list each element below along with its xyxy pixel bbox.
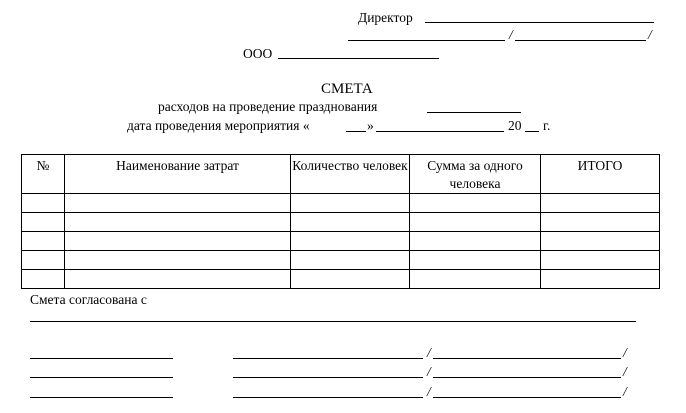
table-row bbox=[22, 194, 660, 213]
table-cell[interactable] bbox=[410, 232, 541, 251]
signature-slash-end: / bbox=[623, 345, 627, 360]
signature-decoding-field[interactable] bbox=[433, 397, 621, 398]
signature-field[interactable] bbox=[233, 358, 423, 359]
director-slash: / bbox=[509, 27, 513, 42]
signature-position-field[interactable] bbox=[30, 377, 173, 378]
table-cell[interactable] bbox=[410, 270, 541, 289]
table-cell[interactable] bbox=[22, 213, 65, 232]
table-cell[interactable] bbox=[410, 213, 541, 232]
signature-position-field[interactable] bbox=[30, 358, 173, 359]
col-total-header: ИТОГО bbox=[541, 155, 660, 194]
table-cell[interactable] bbox=[541, 232, 660, 251]
table-cell[interactable] bbox=[291, 213, 410, 232]
table-cell[interactable] bbox=[541, 194, 660, 213]
signature-field[interactable] bbox=[233, 377, 423, 378]
agreed-with-field[interactable] bbox=[30, 321, 636, 322]
signature-slash-end: / bbox=[623, 364, 627, 379]
signature-slash: / bbox=[427, 364, 431, 379]
table-row bbox=[22, 213, 660, 232]
year-prefix: 20 bbox=[508, 118, 522, 133]
table-cell[interactable] bbox=[410, 251, 541, 270]
col-people-count-header: Количество человек bbox=[291, 155, 410, 194]
table-cell[interactable] bbox=[291, 194, 410, 213]
director-signature-field[interactable] bbox=[348, 40, 505, 41]
col-number-header: № bbox=[22, 155, 65, 194]
table-cell[interactable] bbox=[541, 270, 660, 289]
signature-position-field[interactable] bbox=[30, 397, 173, 398]
table-cell[interactable] bbox=[22, 251, 65, 270]
estimate-table bbox=[21, 154, 660, 289]
purpose-label: расходов на проведение празднования bbox=[158, 99, 378, 114]
director-label: Директор bbox=[358, 10, 413, 25]
signature-field[interactable] bbox=[233, 397, 423, 398]
event-date-quote-close: » bbox=[367, 118, 374, 133]
table-cell[interactable] bbox=[65, 232, 291, 251]
signature-slash: / bbox=[427, 345, 431, 360]
signature-slash: / bbox=[427, 384, 431, 399]
table-row bbox=[22, 251, 660, 270]
table-cell[interactable] bbox=[65, 270, 291, 289]
year-suffix: г. bbox=[543, 118, 551, 133]
org-prefix: ООО bbox=[243, 46, 273, 61]
document-title: СМЕТА bbox=[321, 81, 373, 97]
table-cell[interactable] bbox=[22, 232, 65, 251]
table-cell[interactable] bbox=[410, 194, 541, 213]
table-cell[interactable] bbox=[65, 213, 291, 232]
table-row bbox=[22, 270, 660, 289]
signature-slash-end: / bbox=[623, 384, 627, 399]
table-cell[interactable] bbox=[541, 213, 660, 232]
table-header-row bbox=[22, 155, 660, 194]
year-field[interactable] bbox=[525, 131, 539, 132]
col-expense-name-header: Наименование затрат bbox=[65, 155, 291, 194]
table-cell[interactable] bbox=[22, 194, 65, 213]
director-slash-end: / bbox=[648, 27, 652, 42]
table-cell[interactable] bbox=[22, 270, 65, 289]
table-cell[interactable] bbox=[65, 194, 291, 213]
table-row bbox=[22, 232, 660, 251]
agreed-label: Смета согласована с bbox=[30, 292, 147, 307]
table-cell[interactable] bbox=[291, 251, 410, 270]
celebration-field[interactable] bbox=[427, 112, 521, 113]
table-cell[interactable] bbox=[291, 270, 410, 289]
table-cell[interactable] bbox=[291, 232, 410, 251]
signature-decoding-field[interactable] bbox=[433, 358, 621, 359]
event-day-field[interactable] bbox=[346, 131, 366, 132]
director-name-field[interactable] bbox=[425, 22, 654, 23]
director-decoding-field[interactable] bbox=[515, 40, 646, 41]
event-date-label: дата проведения мероприятия « bbox=[127, 118, 310, 133]
table-cell[interactable] bbox=[65, 251, 291, 270]
signature-decoding-field[interactable] bbox=[433, 377, 621, 378]
table-cell[interactable] bbox=[541, 251, 660, 270]
event-month-field[interactable] bbox=[376, 131, 504, 132]
org-name-field[interactable] bbox=[278, 58, 439, 59]
col-per-person-header: Сумма за одного человека bbox=[410, 155, 541, 194]
